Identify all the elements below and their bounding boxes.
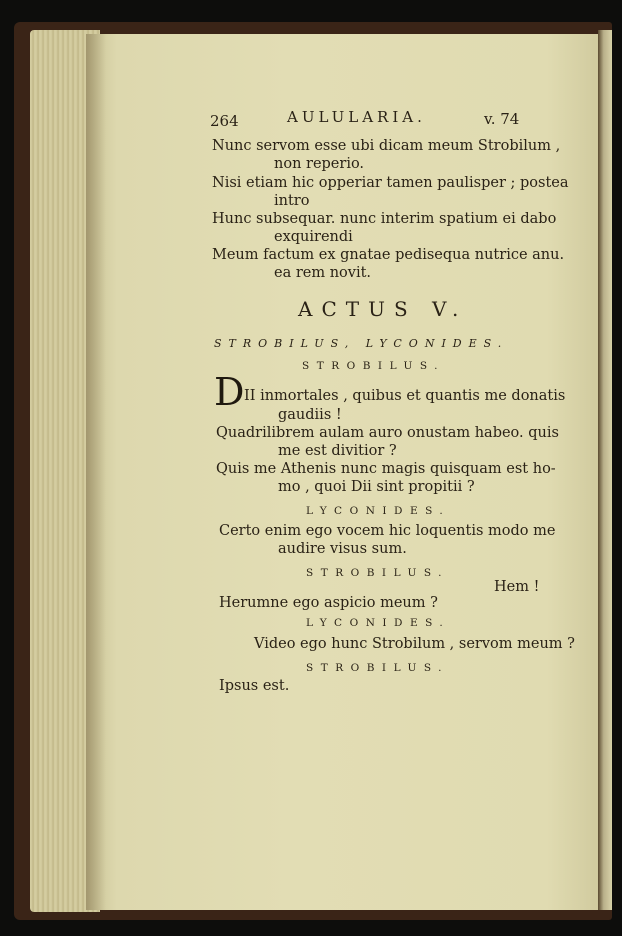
speaker-name: LYCONIDES.: [306, 617, 451, 629]
dialogue-line: me est divitior ?: [278, 443, 397, 459]
dialogue-line: mo , quoi Dii sint propitii ?: [278, 479, 475, 495]
verse-line: intro: [274, 193, 310, 209]
speaker-name: STROBILUS.: [306, 567, 449, 579]
page-number: 264: [210, 112, 239, 130]
dialogue-line: II inmortales , quibus et quantis me donatis: [244, 388, 566, 404]
verse-line: Hunc subsequar. nunc interim spatium ei dabo: [212, 211, 557, 227]
facing-page-edge: [598, 30, 612, 910]
speaker-name: STROBILUS.: [302, 360, 445, 372]
verse-line: exquirendi: [274, 229, 353, 245]
scene-cast: STROBILUS, LYCONIDES.: [214, 337, 509, 350]
dialogue-line: Quis me Athenis nunc magis quisquam est ho-: [216, 461, 556, 477]
verse-line: Nisi etiam hic opperiar tamen paulisper ; postea: [212, 175, 569, 191]
drop-cap: D: [214, 370, 245, 414]
dialogue-line: gaudiis !: [278, 407, 342, 423]
dialogue-line: Hem !: [494, 579, 540, 595]
dialogue-line: Quadrilibrem aulam auro onustam habeo. quis: [216, 425, 559, 441]
verse-line: ea rem novit.: [274, 265, 372, 281]
act-title: ACTUS V.: [298, 297, 468, 321]
dialogue-line: Ipsus est.: [219, 678, 290, 694]
speaker-name: LYCONIDES.: [306, 505, 451, 517]
section-reference: v. 74: [484, 110, 520, 128]
dialogue-line: Herumne ego aspicio meum ?: [219, 595, 438, 611]
speaker-name: STROBILUS.: [306, 662, 449, 674]
dialogue-line: audire visus sum.: [278, 541, 407, 557]
running-title: AULULARIA.: [287, 108, 426, 126]
dialogue-line: Video ego hunc Strobilum , servom meum ?: [254, 636, 575, 652]
verse-line: non reperio.: [274, 156, 365, 172]
dialogue-line: Certo enim ego vocem hic loquentis modo me: [219, 523, 556, 539]
verse-line: Meum factum ex gnatae pedisequa nutrice anu.: [212, 247, 565, 263]
verse-line: Nunc servom esse ubi dicam meum Strobilum ,: [212, 138, 561, 154]
page-gutter-shadow: [86, 34, 106, 910]
